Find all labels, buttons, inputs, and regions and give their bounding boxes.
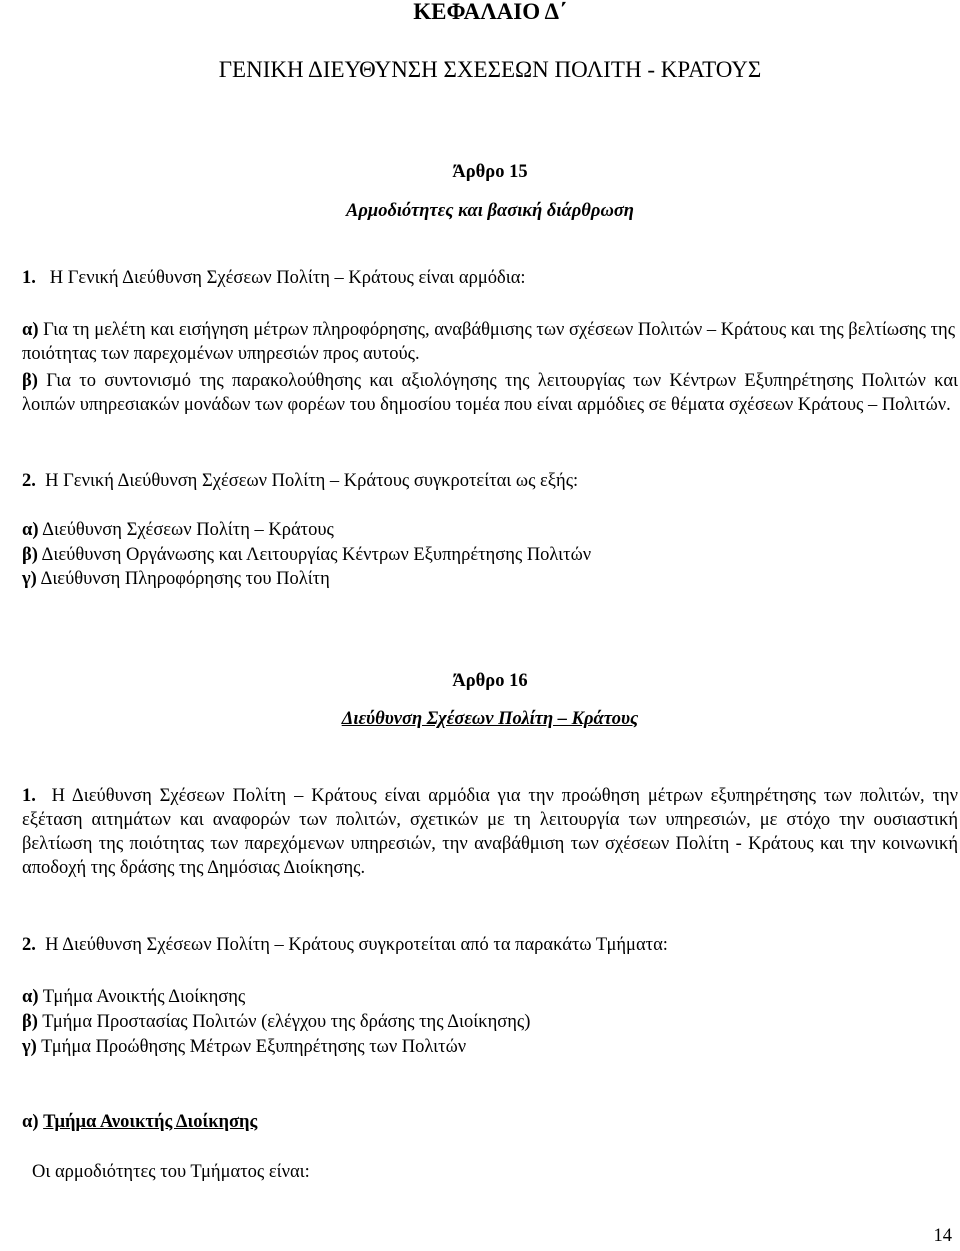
- item-label: α): [22, 520, 39, 540]
- article-15-paragraph-1: [22, 266, 958, 290]
- article-15-item-b: [22, 369, 958, 417]
- section-label: α): [22, 1112, 39, 1132]
- article-15-unit-c: [22, 567, 958, 591]
- paragraph-number: 1.: [22, 268, 36, 288]
- paragraph-text: Η Διεύθυνση Σχέσεων Πολίτη – Κράτους είναι αρμόδια για την προώθηση μέτρων εξυπηρέτησης των πολιτών, την εξέταση αιτημάτων και αναφορών των πολιτών, σχετικών με τη λειτουργία των υπηρεσιών, με στόχο την ουσιαστική βελτίωση της ποιότητας των παρεχόμενων υπηρεσιών, την αναβάθμιση των σχέσεων Πολίτη - Κράτους και την κοινωνική αποδοχή της δράσης της Δημόσιας Διοίκησης.: [22, 786, 958, 878]
- article-16-paragraph-1: [22, 784, 958, 880]
- section-a-intro: Οι αρμοδιότητες του Τμήματος είναι:: [32, 1162, 310, 1182]
- paragraph-text: Η Γενική Διεύθυνση Σχέσεων Πολίτη – Κράτους συγκροτείται ως εξής:: [45, 471, 579, 491]
- item-text: Διεύθυνση Πληροφόρησης του Πολίτη: [40, 569, 330, 589]
- article-16-heading: Άρθρο 16: [452, 671, 528, 691]
- page-number: 14: [933, 1226, 952, 1246]
- item-text: Για τη μελέτη και εισήγηση μέτρων πληροφόρησης, αναβάθμισης των σχέσεων Πολιτών – Κράτους και της βελτίωσης της ποιότητας των παρεχομένων υπηρεσιών προς αυτούς.: [22, 320, 956, 364]
- article-16-paragraph-2: [22, 933, 958, 957]
- article-15-unit-a: [22, 518, 958, 542]
- article-15-item-a: [22, 318, 958, 366]
- section-title: Τμήμα Ανοικτής Διοίκησης: [43, 1112, 258, 1132]
- item-label: γ): [22, 1037, 37, 1057]
- article-15-unit-b: [22, 543, 958, 567]
- chapter-title: ΚΕΦΑΛΑΙΟ Δ΄: [413, 0, 567, 24]
- item-text: Τμήμα Προστασίας Πολιτών (ελέγχου της δράσης της Διοίκησης): [42, 1012, 531, 1032]
- item-text: Για το συντονισμό της παρακολούθησης και αξιολόγησης της λειτουργίας των Κέντρων Εξυπηρέτησης Πολιτών και λοιπών υπηρεσιακών μονάδων των φορέων του δημοσίου τομέα που είναι αρμόδιες σε θέματα σχέσεων Κράτους – Πολιτών.: [22, 371, 958, 415]
- article-15-heading: Άρθρο 15: [452, 162, 528, 182]
- article-16-unit-a: [22, 985, 958, 1009]
- paragraph-text: Η Διεύθυνση Σχέσεων Πολίτη – Κράτους συγκροτείται από τα παρακάτω Τμήματα:: [45, 935, 668, 955]
- item-label: β): [22, 545, 38, 565]
- item-text: Διεύθυνση Οργάνωσης και Λειτουργίας Κέντρων Εξυπηρέτησης Πολιτών: [41, 545, 592, 565]
- article-15-paragraph-2: [22, 469, 958, 493]
- chapter-subtitle: ΓΕΝΙΚΗ ΔΙΕΥΘΥΝΣΗ ΣΧΕΣΕΩΝ ΠΟΛΙΤΗ - ΚΡΑΤΟΥΣ: [218, 57, 762, 82]
- item-text: Τμήμα Προώθησης Μέτρων Εξυπηρέτησης των Πολιτών: [41, 1037, 467, 1057]
- item-label: α): [22, 320, 39, 340]
- item-label: β): [22, 371, 38, 391]
- section-a-heading: [22, 1110, 958, 1134]
- article-15-subheading: Αρμοδιότητες και βασική διάρθρωση: [346, 201, 634, 221]
- article-16-unit-c: [22, 1035, 958, 1059]
- paragraph-text: Η Γενική Διεύθυνση Σχέσεων Πολίτη – Κράτους είναι αρμόδια:: [49, 268, 526, 288]
- item-text: Διεύθυνση Σχέσεων Πολίτη – Κράτους: [42, 520, 334, 540]
- paragraph-number: 1.: [22, 786, 36, 806]
- item-label: α): [22, 987, 39, 1007]
- paragraph-number: 2.: [22, 935, 36, 955]
- item-text: Τμήμα Ανοικτής Διοίκησης: [42, 987, 246, 1007]
- item-label: γ): [22, 569, 37, 589]
- item-label: β): [22, 1012, 38, 1032]
- article-16-subheading: Διεύθυνση Σχέσεων Πολίτη – Κράτους: [341, 709, 639, 729]
- paragraph-number: 2.: [22, 471, 36, 491]
- article-16-unit-b: [22, 1010, 958, 1034]
